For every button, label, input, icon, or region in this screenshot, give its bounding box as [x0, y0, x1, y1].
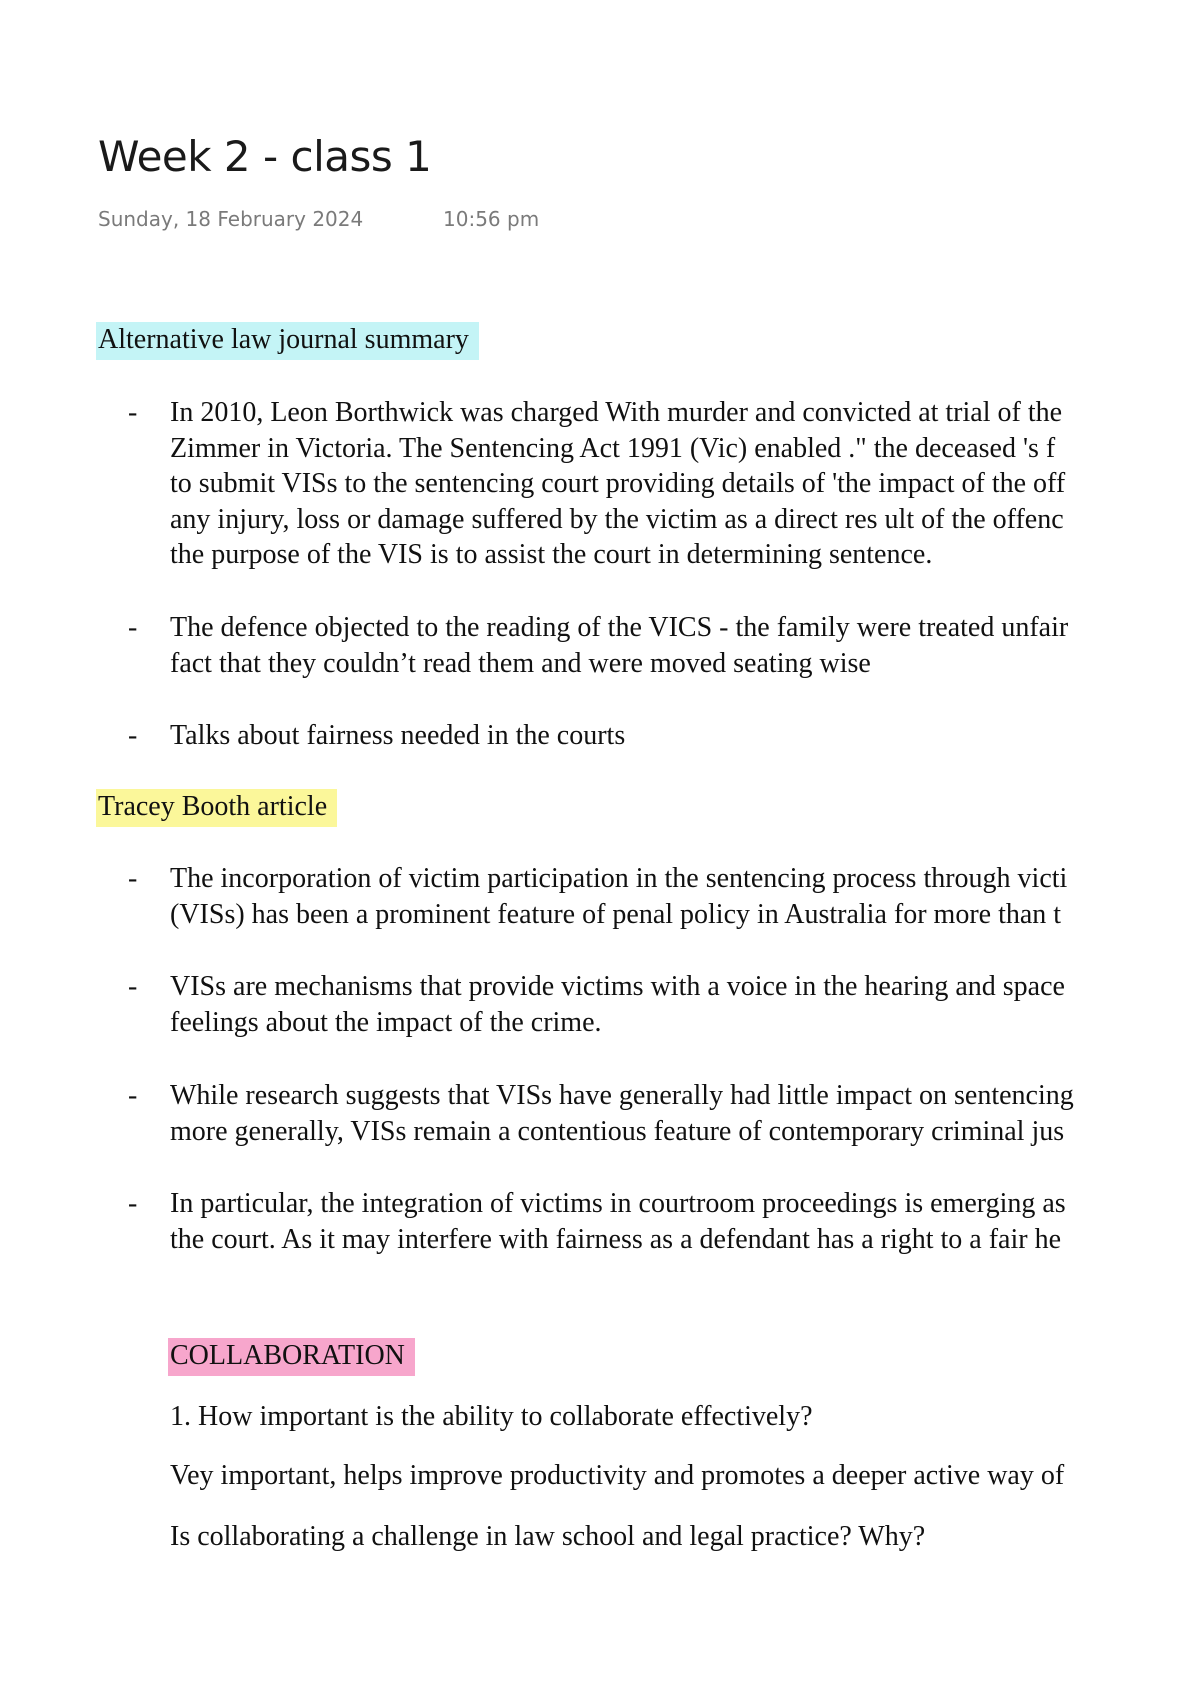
- text-line: (VISs) has been a prominent feature of penal policy in Australia for more than t: [170, 898, 1062, 930]
- bullet-text: [170, 610, 1068, 681]
- text-line: feelings about the impact of the crime.: [170, 1006, 602, 1038]
- text-line: fact that they couldn’t read them and were moved seating wise: [170, 647, 871, 679]
- bullet-marker: -: [128, 1080, 138, 1111]
- bullet-text: [170, 395, 1065, 573]
- bullet-marker: -: [128, 863, 138, 894]
- text-line: the purpose of the VIS is to assist the court in determining sentence.: [170, 539, 933, 570]
- bullet-marker: -: [128, 971, 138, 1002]
- text-line: any injury, loss or damage suffered by the victim as a direct res ult of the offenc: [170, 503, 1064, 535]
- text-line: In 2010, Leon Borthwick was charged With murder and convicted at trial of the: [170, 397, 1063, 428]
- text-line: the court. As it may interfere with fairness as a defendant has a right to a fair he: [170, 1223, 1062, 1255]
- paragraph-question-2: Is collaborating a challenge in law school and legal practice? Why?: [170, 1521, 926, 1552]
- text-line: Zimmer in Victoria. The Sentencing Act 1991 (Vic) enabled ." the deceased 's f: [170, 432, 1056, 464]
- text-line: more generally, VISs remain a contentious feature of contemporary criminal jus: [170, 1115, 1065, 1147]
- bullet-text: [170, 1186, 1066, 1257]
- paragraph-question-1: 1. How important is the ability to collaborate effectively?: [170, 1401, 813, 1432]
- text-line: While research suggests that VISs have generally had little impact on sentencing: [170, 1080, 1074, 1111]
- page-date: Sunday, 18 February 2024: [98, 207, 364, 231]
- section-heading-tracey-booth-article: Tracey Booth article: [96, 789, 337, 827]
- page-time: 10:56 pm: [443, 207, 540, 231]
- bullet-marker: -: [128, 612, 138, 643]
- page-title: Week 2 - class 1: [98, 132, 432, 181]
- section-heading-collaboration: COLLABORATION: [168, 1338, 415, 1376]
- section-heading-alternative-law-journal: Alternative law journal summary: [96, 322, 479, 360]
- bullet-marker: -: [128, 720, 138, 751]
- bullet-marker: -: [128, 1188, 138, 1219]
- text-line: In particular, the integration of victims in courtroom proceedings is emerging as: [170, 1188, 1066, 1219]
- bullet-text: [170, 861, 1067, 932]
- text-line: The incorporation of victim participation in the sentencing process through victi: [170, 863, 1068, 894]
- text-line: Talks about fairness needed in the courts: [170, 720, 626, 751]
- text-line: The defence objected to the reading of the VICS - the family were treated unfair: [170, 612, 1069, 643]
- bullet-text: [170, 718, 625, 754]
- paragraph-answer-1: Vey important, helps improve productivity and promotes a deeper active way of: [170, 1460, 1065, 1491]
- text-line: to submit VISs to the sentencing court providing details of 'the impact of the off: [170, 468, 1066, 499]
- bullet-marker: -: [128, 397, 138, 428]
- bullet-text: [170, 969, 1065, 1040]
- bullet-text: [170, 1078, 1074, 1149]
- text-line: VISs are mechanisms that provide victims with a voice in the hearing and space: [170, 971, 1065, 1002]
